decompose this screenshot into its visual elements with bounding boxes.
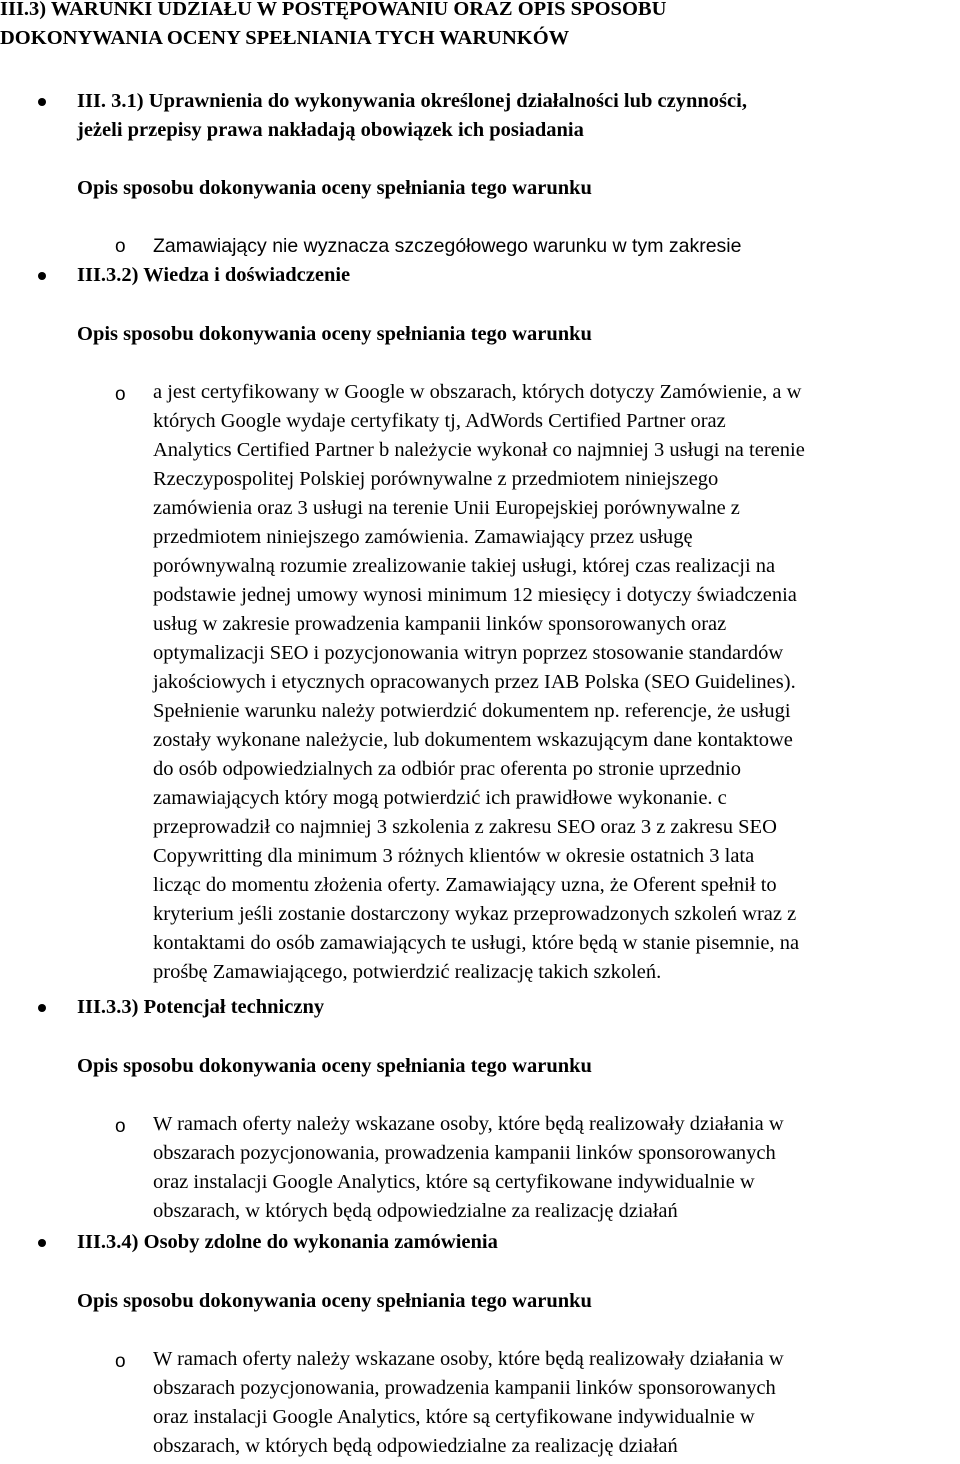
sub-bullet-icon: o	[115, 1351, 126, 1372]
section-3-2-sub-line-9: usług w zakresie prowadzenia kampanii linków sponsorowanych oraz	[153, 613, 727, 635]
sub-bullet-icon: o	[115, 384, 126, 405]
section-title-3-2: III.3.2) Wiedza i doświadczenie	[77, 264, 351, 286]
section-3-2-sub-line-6: przedmiotem niniejszego zamówienia. Zamawiający przez usługę	[153, 526, 693, 548]
section-3-4-sub-line-4: obszarach, w których będą odpowiedzialne za realizację działań	[153, 1435, 678, 1457]
section-3-2-sub-line-11: jakościowych i etycznych opracowanych przez IAB Polska (SEO Guidelines).	[153, 671, 796, 693]
section-3-4-sub-line-2: obszarach pozycjonowania, prowadzenia kampanii linków sponsorowanych	[153, 1377, 776, 1399]
section-3-3-opis: Opis sposobu dokonywania oceny spełniania tego warunku	[77, 1055, 592, 1077]
section-3-2-sub-line-8: podstawie jednej umowy wynosi minimum 12 miesięcy i dotyczy świadczenia	[153, 584, 797, 606]
section-3-2-opis: Opis sposobu dokonywania oceny spełniania tego warunku	[77, 323, 592, 345]
section-3-3-sub-line-1: W ramach oferty należy wskazane osoby, które będą realizowały działania w	[153, 1113, 784, 1135]
section-3-2-sub-line-4: Rzeczypospolitej Polskiej porównywalne z przedmiotem niniejszego	[153, 468, 719, 490]
section-3-2-sub-line-17: Copywritting dla minimum 3 różnych klientów w okresie ostatnich 3 lata	[153, 845, 755, 867]
section-3-2-sub-line-3: Analytics Certified Partner b należycie wykonał co najmniej 3 usługi na terenie	[153, 439, 805, 461]
sub-bullet-icon: o	[115, 236, 126, 257]
section-3-2-sub-line-2: których Google wydaje certyfikaty tj, AdWords Certified Partner oraz	[153, 410, 726, 432]
section-title-3-4: III.3.4) Osoby zdolne do wykonania zamówienia	[77, 1231, 498, 1253]
section-3-3-sub-line-2: obszarach pozycjonowania, prowadzenia kampanii linków sponsorowanych	[153, 1142, 776, 1164]
section-3-2-sub-line-18: licząc do momentu złożenia oferty. Zamawiający uzna, że Oferent spełnił to	[153, 874, 777, 896]
section-3-2-sub-line-5: zamówienia oraz 3 usługi na terenie Unii Europejskiej porównywalne z	[153, 497, 740, 519]
section-title-3-3: III.3.3) Potencjał techniczny	[77, 996, 325, 1018]
section-3-2-sub-line-12: Spełnienie warunku należy potwierdzić dokumentem np. referencje, że usługi	[153, 700, 791, 722]
section-3-2-sub-line-10: optymalizacji SEO i pozycjonowania witryn poprzez stosowanie standardów	[153, 642, 784, 664]
bullet-icon	[38, 1239, 46, 1247]
section-3-2-sub-line-13: zostały wykonane należycie, lub dokumentem wskazującym dane kontaktowe	[153, 729, 793, 751]
section-3-4-sub-line-1: W ramach oferty należy wskazane osoby, które będą realizowały działania w	[153, 1348, 784, 1370]
section-3-2-sub-line-20: kontaktami do osób zamawiających te usługi, które będą w stanie pisemnie, na	[153, 932, 800, 954]
bullet-icon	[38, 1004, 46, 1012]
section-3-4-opis: Opis sposobu dokonywania oceny spełniania tego warunku	[77, 1290, 592, 1312]
section-title-3-1-line-2: jeżeli przepisy prawa nakładają obowiązek ich posiadania	[77, 119, 584, 141]
section-3-2-sub-line-7: porównywalną rozumie zrealizowanie takiej usługi, której czas realizacji na	[153, 555, 776, 577]
section-3-2-sub-line-21: prośbę Zamawiającego, potwierdzić realizację takich szkoleń.	[153, 961, 662, 983]
heading-line-1: III.3) WARUNKI UDZIAŁU W POSTĘPOWANIU ORAZ OPIS SPOSOBU	[0, 0, 667, 20]
section-3-2-sub-line-14: do osób odpowiedzialnych za odbiór prac oferenta po stronie uprzednio	[153, 758, 742, 780]
section-3-2-sub-line-15: zamawiających który mogą potwierdzić ich prawidłowe wykonanie. c	[153, 787, 727, 809]
section-3-1-sub-line-1: Zamawiający nie wyznacza szczegółowego warunku w tym zakresie	[153, 235, 742, 257]
section-3-1-opis: Opis sposobu dokonywania oceny spełniania tego warunku	[77, 177, 592, 199]
section-3-3-sub-line-4: obszarach, w których będą odpowiedzialne za realizację działań	[153, 1200, 678, 1222]
section-3-2-sub-line-19: kryterium jeśli zostanie dostarczony wykaz przeprowadzonych szkoleń wraz z	[153, 903, 797, 925]
bullet-icon	[38, 98, 46, 106]
section-title-3-1-line-1: III. 3.1) Uprawnienia do wykonywania określonej działalności lub czynności,	[77, 90, 747, 112]
section-3-2-sub-line-1: a jest certyfikowany w Google w obszarach, których dotyczy Zamówienie, a w	[153, 381, 802, 403]
section-3-4-sub-line-3: oraz instalacji Google Analytics, które są certyfikowane indywidualnie w	[153, 1406, 755, 1428]
section-3-3-sub-line-3: oraz instalacji Google Analytics, które są certyfikowane indywidualnie w	[153, 1171, 755, 1193]
heading-line-2: DOKONYWANIA OCENY SPEŁNIANIA TYCH WARUNKÓW	[0, 27, 570, 49]
section-3-2-sub-line-16: przeprowadził co najmniej 3 szkolenia z zakresu SEO oraz 3 z zakresu SEO	[153, 816, 777, 838]
sub-bullet-icon: o	[115, 1116, 126, 1137]
bullet-icon	[38, 272, 46, 280]
